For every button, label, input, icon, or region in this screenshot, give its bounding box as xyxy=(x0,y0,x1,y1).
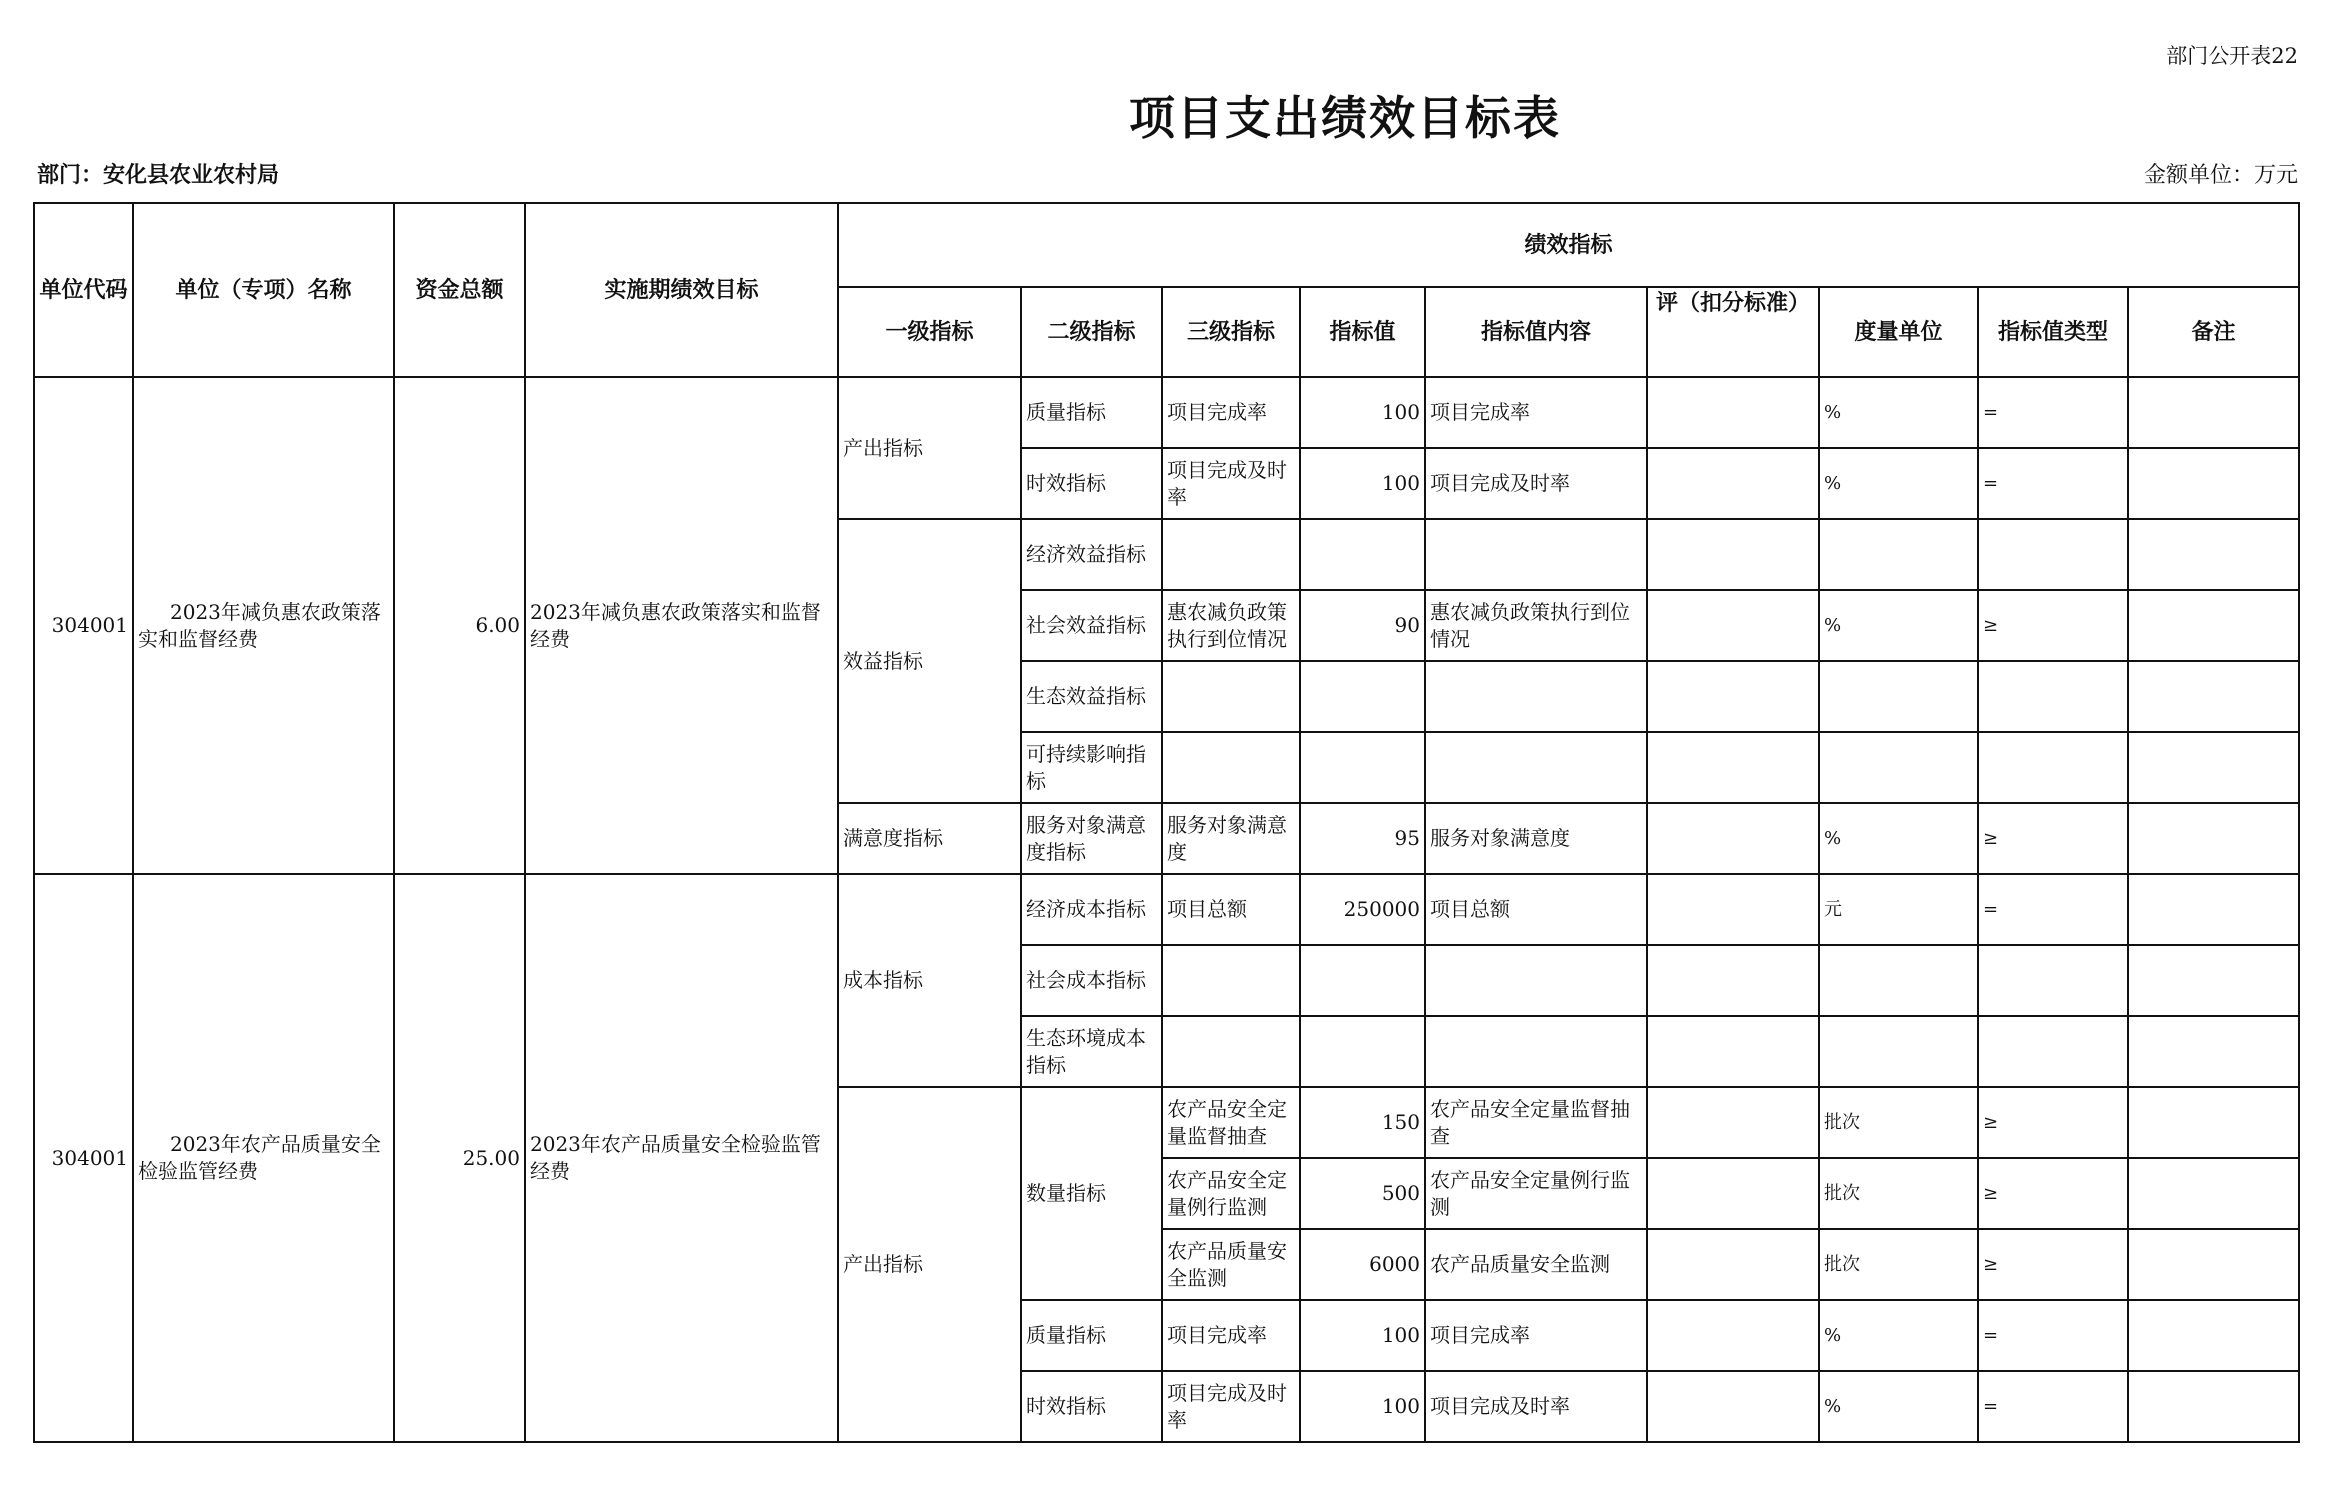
amount-unit-label: 金额单位：万元 xyxy=(2143,163,2298,188)
value-type xyxy=(1978,1016,2128,1087)
level3-indicator xyxy=(1162,1016,1300,1087)
indicator-value: 100 xyxy=(1300,448,1425,519)
scoring-standard xyxy=(1647,519,1819,590)
level2-indicator: 经济效益指标 xyxy=(1021,519,1162,590)
header-level2: 二级指标 xyxy=(1021,287,1162,377)
value-type: = xyxy=(1978,377,2128,448)
measure-unit xyxy=(1819,945,1978,1016)
note xyxy=(2128,1016,2299,1087)
performance-target-table xyxy=(33,202,2300,1443)
header-name: 单位（专项）名称 xyxy=(133,203,394,377)
value-type: ≥ xyxy=(1978,1229,2128,1300)
note xyxy=(2128,377,2299,448)
scoring-standard xyxy=(1647,1158,1819,1229)
scoring-standard xyxy=(1647,590,1819,661)
measure-unit: % xyxy=(1819,803,1978,874)
note xyxy=(2128,661,2299,732)
implementation-goal: 2023年减负惠农政策落实和监督经费 xyxy=(525,377,838,874)
indicator-value xyxy=(1300,661,1425,732)
scoring-standard xyxy=(1647,448,1819,519)
unit-code: 304001 xyxy=(34,874,133,1442)
level3-indicator xyxy=(1162,732,1300,803)
indicator-content: 农产品质量安全监测 xyxy=(1425,1229,1647,1300)
level3-indicator xyxy=(1162,661,1300,732)
level2-indicator: 生态环境成本指标 xyxy=(1021,1016,1162,1087)
level1-indicator: 效益指标 xyxy=(838,519,1021,803)
value-type: ≥ xyxy=(1978,1158,2128,1229)
header-unit: 度量单位 xyxy=(1819,287,1978,377)
header-goal: 实施期绩效目标 xyxy=(525,203,838,377)
fund-amount: 6.00 xyxy=(394,377,525,874)
scoring-standard xyxy=(1647,661,1819,732)
level2-indicator: 时效指标 xyxy=(1021,1371,1162,1442)
scoring-standard xyxy=(1647,1300,1819,1371)
indicator-content: 项目完成率 xyxy=(1425,1300,1647,1371)
measure-unit: % xyxy=(1819,590,1978,661)
scoring-standard xyxy=(1647,945,1819,1016)
scoring-standard xyxy=(1647,803,1819,874)
note xyxy=(2128,1158,2299,1229)
measure-unit xyxy=(1819,661,1978,732)
measure-unit: 元 xyxy=(1819,874,1978,945)
value-type: = xyxy=(1978,874,2128,945)
level3-indicator: 农产品安全定量监督抽查 xyxy=(1162,1087,1300,1158)
level2-indicator: 社会成本指标 xyxy=(1021,945,1162,1016)
header-level3: 三级指标 xyxy=(1162,287,1300,377)
level1-indicator: 满意度指标 xyxy=(838,803,1021,874)
implementation-goal: 2023年农产品质量安全检验监管经费 xyxy=(525,874,838,1442)
measure-unit: % xyxy=(1819,377,1978,448)
note xyxy=(2128,1087,2299,1158)
level3-indicator: 服务对象满意度 xyxy=(1162,803,1300,874)
scoring-standard xyxy=(1647,1016,1819,1087)
level2-indicator: 经济成本指标 xyxy=(1021,874,1162,945)
indicator-content: 项目完成及时率 xyxy=(1425,1371,1647,1442)
table-row xyxy=(34,874,2299,945)
indicator-content: 农产品安全定量例行监测 xyxy=(1425,1158,1647,1229)
indicator-value xyxy=(1300,732,1425,803)
level3-indicator: 项目完成率 xyxy=(1162,377,1300,448)
unit-code: 304001 xyxy=(34,377,133,874)
level2-indicator: 服务对象满意度指标 xyxy=(1021,803,1162,874)
measure-unit xyxy=(1819,732,1978,803)
value-type: ≥ xyxy=(1978,590,2128,661)
indicator-content: 惠农减负政策执行到位情况 xyxy=(1425,590,1647,661)
note xyxy=(2128,448,2299,519)
scoring-standard xyxy=(1647,1229,1819,1300)
level2-indicator: 可持续影响指标 xyxy=(1021,732,1162,803)
value-type: = xyxy=(1978,448,2128,519)
value-type: = xyxy=(1978,1300,2128,1371)
level1-indicator: 成本指标 xyxy=(838,874,1021,1087)
level2-indicator: 时效指标 xyxy=(1021,448,1162,519)
measure-unit: 批次 xyxy=(1819,1229,1978,1300)
project-name: 2023年农产品质量安全检验监管经费 xyxy=(133,874,394,1442)
header-value: 指标值 xyxy=(1300,287,1425,377)
level3-indicator xyxy=(1162,519,1300,590)
measure-unit: % xyxy=(1819,1300,1978,1371)
measure-unit xyxy=(1819,519,1978,590)
indicator-value xyxy=(1300,945,1425,1016)
note xyxy=(2128,1229,2299,1300)
level3-indicator: 惠农减负政策执行到位情况 xyxy=(1162,590,1300,661)
indicator-value: 150 xyxy=(1300,1087,1425,1158)
header-type: 指标值类型 xyxy=(1978,287,2128,377)
header-note: 备注 xyxy=(2128,287,2299,377)
indicator-value: 500 xyxy=(1300,1158,1425,1229)
indicator-content: 服务对象满意度 xyxy=(1425,803,1647,874)
note xyxy=(2128,590,2299,661)
department-label: 部门：安化县农业农村局 xyxy=(37,163,280,188)
document-tag: 部门公开表22 xyxy=(2166,44,2298,68)
measure-unit: 批次 xyxy=(1819,1087,1978,1158)
header-content: 指标值内容 xyxy=(1425,287,1647,377)
table-row xyxy=(34,377,2299,448)
indicator-value: 250000 xyxy=(1300,874,1425,945)
value-type xyxy=(1978,945,2128,1016)
header-indicators: 绩效指标 xyxy=(838,203,2299,287)
level2-indicator: 质量指标 xyxy=(1021,1300,1162,1371)
level3-indicator xyxy=(1162,945,1300,1016)
indicator-value: 90 xyxy=(1300,590,1425,661)
indicator-value: 100 xyxy=(1300,1300,1425,1371)
header-amount: 资金总额 xyxy=(394,203,525,377)
measure-unit xyxy=(1819,1016,1978,1087)
level3-indicator: 项目完成率 xyxy=(1162,1300,1300,1371)
project-name: 2023年减负惠农政策落实和监督经费 xyxy=(133,377,394,874)
indicator-content: 项目总额 xyxy=(1425,874,1647,945)
note xyxy=(2128,803,2299,874)
value-type xyxy=(1978,519,2128,590)
indicator-content xyxy=(1425,1016,1647,1087)
scoring-standard xyxy=(1647,377,1819,448)
level3-indicator: 项目完成及时率 xyxy=(1162,1371,1300,1442)
indicator-content xyxy=(1425,519,1647,590)
indicator-value: 100 xyxy=(1300,1371,1425,1442)
level2-indicator: 社会效益指标 xyxy=(1021,590,1162,661)
value-type: ≥ xyxy=(1978,803,2128,874)
scoring-standard xyxy=(1647,1087,1819,1158)
level3-indicator: 农产品质量安全监测 xyxy=(1162,1229,1300,1300)
indicator-content: 项目完成及时率 xyxy=(1425,448,1647,519)
indicator-value: 95 xyxy=(1300,803,1425,874)
level3-indicator: 农产品安全定量例行监测 xyxy=(1162,1158,1300,1229)
indicator-content: 项目完成率 xyxy=(1425,377,1647,448)
value-type xyxy=(1978,732,2128,803)
level2-indicator: 数量指标 xyxy=(1021,1087,1162,1300)
note xyxy=(2128,1371,2299,1442)
note xyxy=(2128,519,2299,590)
indicator-content xyxy=(1425,661,1647,732)
fund-amount: 25.00 xyxy=(394,874,525,1442)
note xyxy=(2128,732,2299,803)
level1-indicator: 产出指标 xyxy=(838,377,1021,519)
note xyxy=(2128,945,2299,1016)
level1-indicator: 产出指标 xyxy=(838,1087,1021,1442)
indicator-content: 农产品安全定量监督抽查 xyxy=(1425,1087,1647,1158)
level2-indicator: 生态效益指标 xyxy=(1021,661,1162,732)
scoring-standard xyxy=(1647,1371,1819,1442)
note xyxy=(2128,1300,2299,1371)
indicator-content xyxy=(1425,945,1647,1016)
scoring-standard xyxy=(1647,732,1819,803)
measure-unit: % xyxy=(1819,448,1978,519)
header-code: 单位代码 xyxy=(34,203,133,377)
indicator-value xyxy=(1300,1016,1425,1087)
indicator-value xyxy=(1300,519,1425,590)
level3-indicator: 项目完成及时率 xyxy=(1162,448,1300,519)
scoring-standard xyxy=(1647,874,1819,945)
indicator-content xyxy=(1425,732,1647,803)
page-title: 项目支出绩效目标表 xyxy=(1129,91,1561,145)
note xyxy=(2128,874,2299,945)
header-level1: 一级指标 xyxy=(838,287,1021,377)
level3-indicator: 项目总额 xyxy=(1162,874,1300,945)
value-type: = xyxy=(1978,1371,2128,1442)
measure-unit: % xyxy=(1819,1371,1978,1442)
indicator-value: 6000 xyxy=(1300,1229,1425,1300)
header-standard: 评（扣分标准） xyxy=(1647,287,1819,377)
value-type xyxy=(1978,661,2128,732)
level2-indicator: 质量指标 xyxy=(1021,377,1162,448)
measure-unit: 批次 xyxy=(1819,1158,1978,1229)
value-type: ≥ xyxy=(1978,1087,2128,1158)
indicator-value: 100 xyxy=(1300,377,1425,448)
